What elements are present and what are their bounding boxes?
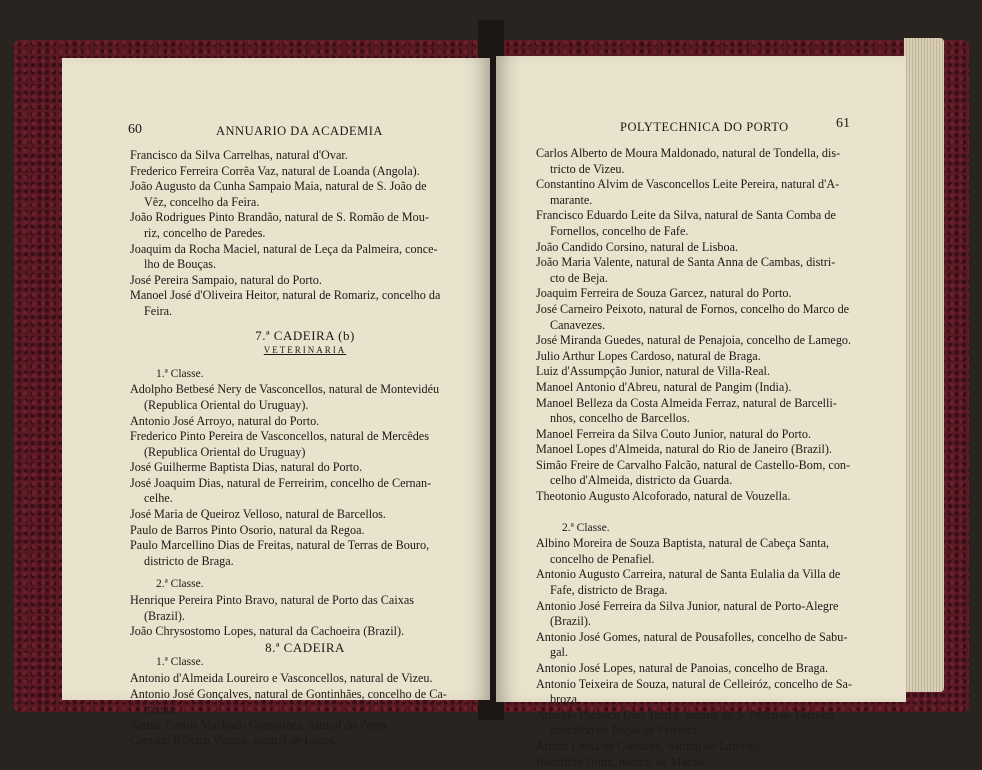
right-text-line: Theotonio Augusto Alcoforado, natural de Vouzella. (536, 489, 791, 504)
left-text-line: Vêz, concelho da Feira. (144, 194, 260, 209)
right-text-line: Antonio José Lopes, natural de Panoias, concelho de Braga. (536, 661, 829, 675)
left-text-line: celhe. (144, 491, 173, 506)
right-text-line: Francisco Eduardo Leite da Silva, natural de Santa Comba de (536, 208, 836, 223)
left-text-line: Antonio José Arroyo, natural do Porto. (130, 413, 320, 428)
right-text-line: nhos, concelho de Barcellos. (550, 411, 690, 426)
right-text-line: (Brazil). (550, 614, 591, 629)
left-text-line: Francisco da Silva Carrelhas, natural d'Ovar. (130, 148, 348, 162)
right-text-line: Antonio José Ferreira da Silva Junior, natural de Porto-Alegre (536, 598, 839, 613)
left-text-line: Feira. (144, 303, 173, 318)
right-text-line: Joaquim Ferreira de Souza Garcez, natural do Porto. (536, 286, 792, 301)
right-text-line: gal. (550, 645, 568, 660)
right-text-line: Manoel Belleza da Costa Almeida Ferraz, natural de Barcelli- (536, 395, 837, 410)
left-text-line: 7.ª CADEIRA (b) (255, 327, 355, 343)
left-text-line: Frederico Pinto Pereira de Vasconcellos, natural de Mercêdes (130, 429, 429, 444)
right-text-block (536, 146, 876, 770)
left-text-line: 8.ª CADEIRA (265, 639, 345, 655)
left-text-line: Paulo Marcellino Dias de Freitas, natural de Terras de Bouro, (130, 538, 430, 553)
spacer (130, 569, 480, 577)
right-text-line: cto de Beja. (550, 270, 608, 285)
page-edges (904, 38, 944, 692)
right-text-line: Arnaldo Pacheco Dias Torres, natural de S. Pedro de Ferreira, (536, 707, 837, 722)
left-text-line: (Republica Oriental do Uruguay) (144, 444, 306, 459)
left-text-line: João Augusto da Cunha Sampaio Maia, natural de S. João de (130, 179, 427, 194)
right-text-line: Carlos Alberto de Moura Maldonado, natural de Tondella, dis- (536, 146, 841, 160)
right-text-line: Manoel Lopes d'Almeida, natural do Rio de Janeiro (Brazil). (536, 442, 832, 457)
right-page-number: 61 (836, 116, 850, 131)
left-text-line: lho de Bouças. (144, 257, 217, 272)
left-text-line: Henrique Pereira Pinto Bravo, natural de Porto das Caixas (130, 593, 414, 608)
left-text-line: (Brazil). (144, 608, 185, 623)
right-text-line: José Carneiro Peixoto, natural de Fornos, concelho do Marco de (536, 301, 850, 316)
left-text-line: Frederico Ferreira Corrêa Vaz, natural de Loanda (Angola). (130, 163, 420, 178)
left-text-line: Antonio José Gonçalves, natural de Gontinhães, concelho de Ca- (130, 686, 447, 701)
right-text-line: João Candido Corsino, natural de Lisboa. (536, 239, 739, 254)
left-text-line: Caetano Ribeiro Vianna, natural de Lagos. (130, 733, 338, 748)
left-text-line: João Rodrigues Pinto Brandão, natural de S. Romão de Mou- (130, 210, 429, 225)
left-text-line: Adolpho Betbesé Nery de Vasconcellos, natural de Montevidéu (130, 382, 440, 397)
right-text-line: Luiz d'Assumpção Junior, natural de Villa-Real. (536, 364, 770, 379)
right-text-line: Manoel Antonio d'Abreu, natural de Pangim (India). (536, 379, 792, 394)
left-text-line: Joaquim da Rocha Maciel, natural de Leça da Palmeira, conce- (130, 241, 438, 256)
right-text-line: tricto de Vizeu. (550, 161, 625, 176)
spacer (130, 320, 480, 328)
spacer (536, 513, 876, 521)
left-text-line: VETERINARIA (263, 345, 347, 356)
right-text-line: João Maria Valente, natural de Santa Anna de Cambas, distri- (536, 255, 836, 270)
right-text-line: 2.ª Classe. (562, 521, 610, 534)
right-text-line: Julio Arthur Lopes Cardoso, natural de Braga. (536, 348, 761, 363)
right-text-line: concelho de Paços de Ferreira. (550, 723, 700, 738)
right-text-line: concelho de Penafiel. (550, 551, 655, 566)
left-text-block (130, 148, 480, 749)
left-text-line: 1.ª Classe. (156, 367, 204, 380)
right-text-line: Simão Freire de Carvalho Falcão, natural de Castello-Bom, con- (536, 457, 851, 472)
left-running-header: ANNUARIO DA ACADEMIA (216, 124, 383, 138)
left-text-line: minha. (144, 702, 178, 717)
right-text-line: marante. (550, 192, 593, 207)
left-text-line: districto de Braga. (144, 553, 234, 568)
right-running-header: POLYTECHNICA DO PORTO (620, 120, 789, 134)
left-text-line: (Republica Oriental do Uruguay). (144, 397, 309, 412)
right-text-line: celho d'Almeida, districto da Guarda. (550, 473, 733, 488)
right-text-line: broza. (550, 692, 581, 707)
right-text-line: Antonio Teixeira de Souza, natural de Celleiróz, concelho de Sa- (536, 676, 853, 691)
right-text-line: José Miranda Guedes, natural de Penajoia, concelho de Lamego. (536, 333, 852, 348)
left-text-line: 2.ª Classe. (156, 578, 204, 591)
right-text-line: Fornellos, concelho de Fafe. (550, 223, 689, 238)
left-text-line: José Joaquim Dias, natural de Ferreirim, concelho de Cernan- (130, 475, 432, 490)
right-text-line: Fafe, districto de Braga. (550, 583, 668, 598)
spacer (130, 359, 480, 367)
right-page (496, 56, 906, 769)
left-text-line: José Pereira Sampaio, natural do Porto. (130, 272, 322, 287)
left-text-line: José Guilherme Baptista Dias, natural do Porto. (130, 460, 363, 475)
left-text-line: Paulo de Barros Pinto Osorio, natural da Regoa. (130, 522, 365, 537)
left-text-line: 1.ª Classe. (156, 656, 204, 669)
left-page (62, 58, 490, 748)
left-text-line: João Chrysostomo Lopes, natural da Cachoeira (Brazil). (130, 624, 405, 639)
right-text-line: Constantino Alvim de Vasconcellos Leite Pereira, natural d'A- (536, 177, 840, 192)
right-text-line: Canavezes. (550, 317, 606, 332)
spacer (536, 505, 876, 513)
right-text-line: Arthur Lessa de Carvalho, natural de Lamego. (536, 738, 763, 753)
left-page-number: 60 (128, 122, 142, 137)
left-text-line: José Maria de Queiroz Velloso, natural de Barcellos. (130, 507, 386, 522)
right-text-line: Antonio José Gomes, natural de Pousafolles, concelho de Sabu- (536, 629, 848, 644)
left-text-line: riz, concelho de Paredes. (144, 225, 266, 240)
right-text-line: Bomfilho Diniz, natural de Macau. (536, 754, 707, 769)
left-text-line: Arthur Carlos Machado Guimarães, natural do Porto. (130, 717, 390, 732)
left-text-line: Manoel José d'Oliveira Heitor, natural de Romariz, concelho da (130, 288, 441, 303)
right-text-line: Manoel Ferreira da Silva Couto Junior, natural do Porto. (536, 426, 812, 441)
right-text-line: Antonio Augusto Carreira, natural de Santa Eulalia da Villa de (536, 567, 841, 582)
right-text-line: Albino Moreira de Souza Baptista, natural de Cabeça Santa, (536, 536, 830, 551)
left-text-line: Antonio d'Almeida Loureiro e Vasconcellos, natural de Vizeu. (130, 671, 433, 685)
